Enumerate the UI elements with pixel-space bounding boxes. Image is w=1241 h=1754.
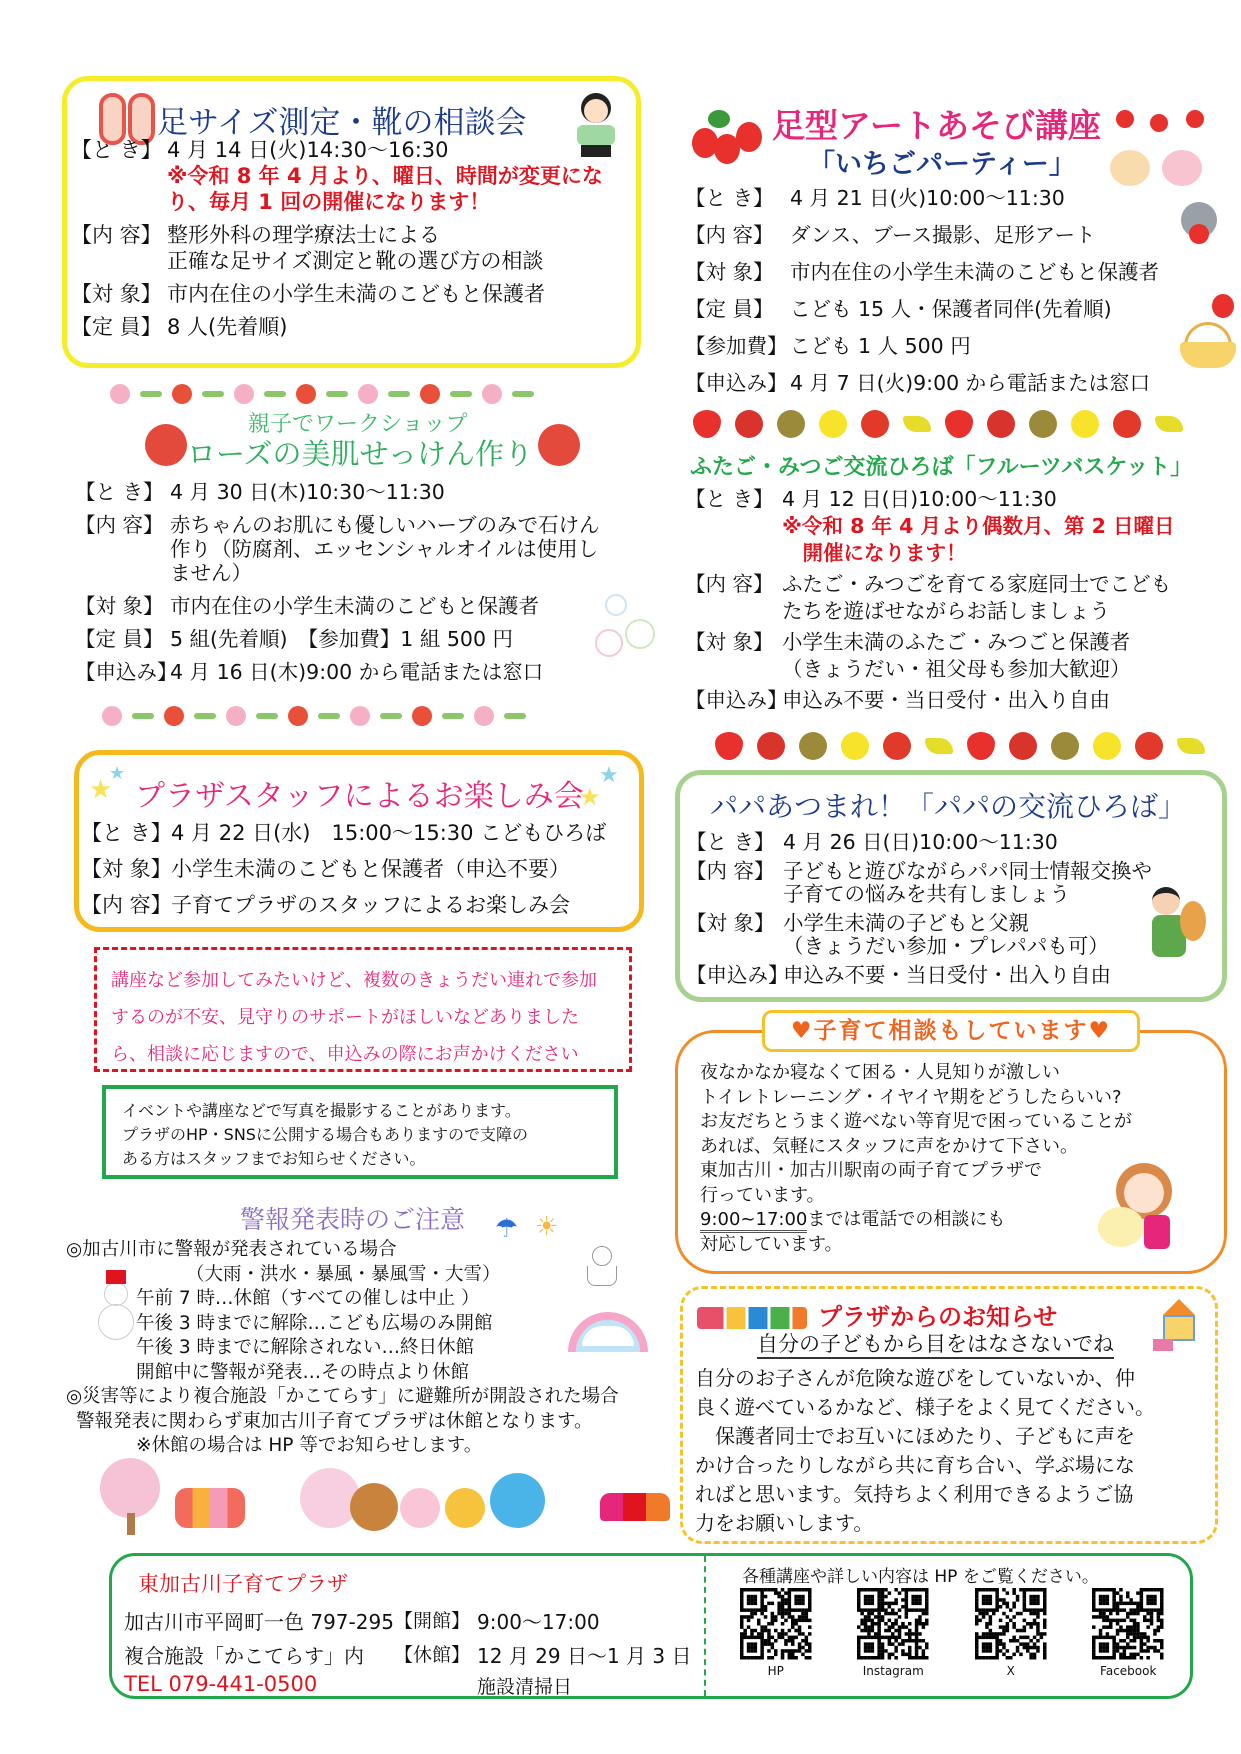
siblings-support-notice bbox=[94, 947, 632, 1072]
flower-icon bbox=[234, 384, 254, 404]
flower-border-top bbox=[110, 384, 534, 404]
row-label: 【定 員】 bbox=[685, 297, 774, 321]
star-icon: ★ bbox=[109, 763, 126, 784]
leaf-sprig-icon bbox=[504, 713, 526, 719]
info-row bbox=[685, 486, 1235, 567]
row-line: ※令和 8 年 4 月より、曜日、時間が変更にな bbox=[167, 164, 603, 188]
warning-line: （大雨・洪水・暴風・暴風雪・大雪） bbox=[186, 1263, 501, 1285]
row-line: たちを遊ばせながらお話しましょう bbox=[782, 599, 1110, 623]
row-value bbox=[790, 371, 1205, 395]
flower-border-bottom bbox=[102, 706, 526, 726]
kiwi-icon bbox=[777, 410, 805, 438]
row-line: ふたご・みつごを育てる家庭同士でこども bbox=[782, 572, 1172, 596]
flower-icon bbox=[110, 384, 130, 404]
row-value bbox=[790, 186, 1205, 210]
notice-line: 良く遊べているかなど、様子をよく見てください。 bbox=[695, 1395, 1155, 1419]
footer-divider bbox=[704, 1556, 706, 1696]
consult-line: 行っています。 bbox=[700, 1184, 825, 1206]
row-line: り、毎月 1 回の開催になります！ bbox=[167, 190, 491, 214]
row-label: 【と き】 bbox=[75, 480, 164, 504]
leaf-sprig-icon bbox=[132, 713, 154, 719]
row-label: 【参加費】 bbox=[685, 334, 788, 358]
open-hours-label: 【開館】 bbox=[394, 1610, 471, 1632]
rose-right-icon bbox=[538, 424, 580, 466]
twins-rows bbox=[685, 486, 1235, 718]
row-line: こども 15 人・保護者同伴(先着順) bbox=[790, 297, 1112, 321]
row-line: 4 月 22 日(水) 15:00〜15:30 こどもひろば bbox=[171, 821, 607, 845]
info-row bbox=[685, 371, 1205, 395]
fruit-border-bottom bbox=[715, 732, 1205, 760]
row-value bbox=[167, 222, 631, 274]
row-value bbox=[171, 893, 641, 917]
foot-size-rows bbox=[71, 137, 631, 347]
kiwi-icon bbox=[1051, 732, 1079, 760]
star-icon: ★ bbox=[579, 783, 601, 811]
row-line: 4 月 26 日(日)10:00〜11:30 bbox=[783, 830, 1058, 854]
flower-icon bbox=[482, 384, 502, 404]
warning-section bbox=[60, 1192, 660, 1542]
photo-notice bbox=[102, 1085, 618, 1179]
row-line: 5 組(先着順) 【参加費】1 組 500 円 bbox=[170, 627, 514, 651]
apple-icon bbox=[861, 410, 889, 438]
qr-label: Facebook bbox=[1100, 1664, 1157, 1678]
row-line: 正確な足サイズ測定と靴の選び方の相談 bbox=[167, 249, 544, 273]
rose-left-icon bbox=[145, 424, 187, 466]
notice-line: ら、相談に応じますので、申込みの際にお声かけください bbox=[111, 1044, 579, 1065]
qr-codes bbox=[717, 1588, 1187, 1678]
row-line: 子どもと遊びながらパパ同士情報交換や bbox=[783, 859, 1152, 883]
twins-section bbox=[680, 448, 1241, 718]
staff-event-rows bbox=[81, 821, 641, 929]
bubble-icon bbox=[595, 629, 623, 657]
rose-workshop-rows bbox=[75, 480, 665, 693]
notice-line: ればと思います。気持ちよく利用できるようご協 bbox=[695, 1482, 1134, 1506]
flower-icon bbox=[420, 384, 440, 404]
row-line: 開催になります！ bbox=[782, 541, 967, 565]
info-row bbox=[685, 629, 1235, 683]
leaf-sprig-icon bbox=[202, 391, 224, 397]
warning-line: 午後 3 時までに解除…こども広場のみ開館 bbox=[136, 1312, 493, 1334]
umbrella-icon: ☂ bbox=[495, 1214, 519, 1244]
apple-icon bbox=[1135, 732, 1163, 760]
info-row bbox=[75, 480, 665, 504]
row-label: 【と き】 bbox=[81, 821, 172, 845]
info-row bbox=[81, 821, 641, 845]
flower-icon bbox=[358, 384, 378, 404]
row-value bbox=[167, 281, 631, 307]
leaf-sprig-icon bbox=[140, 391, 162, 397]
apple-icon bbox=[883, 732, 911, 760]
warning-line: ◎加古川市に警報が発表されている場合 bbox=[66, 1239, 397, 1260]
star-icon: ★ bbox=[599, 763, 619, 788]
info-row bbox=[686, 912, 1216, 958]
plaza-phone: TEL 079-441-0500 bbox=[124, 1672, 318, 1696]
lemon-icon bbox=[1093, 732, 1121, 760]
notice-line: するのが不安、見守りのサポートがほしいなどありました bbox=[111, 1007, 579, 1028]
qr-code-icon bbox=[740, 1588, 812, 1660]
papa-rows bbox=[686, 831, 1216, 993]
flower-icon bbox=[164, 706, 184, 726]
leaf-sprig-icon bbox=[512, 391, 534, 397]
row-line: 4 月 12 日(日)10:00〜11:30 bbox=[782, 487, 1057, 511]
consultation-title: ♥子育て相談もしています♥ bbox=[790, 1018, 1112, 1044]
row-line: 市内在住の小学生未満のこどもと保護者 bbox=[170, 594, 539, 618]
row-label: 【定 員】 bbox=[75, 627, 164, 651]
qr-code-x[interactable] bbox=[975, 1588, 1047, 1678]
info-row bbox=[685, 260, 1205, 284]
row-line: 申込み不要・当日受付・出入り自由 bbox=[783, 963, 1111, 987]
row-value bbox=[790, 297, 1205, 321]
leaf-sprig-icon bbox=[326, 391, 348, 397]
row-label: 【内 容】 bbox=[71, 223, 162, 247]
info-row bbox=[71, 314, 631, 340]
info-row bbox=[686, 860, 1216, 906]
row-value bbox=[790, 334, 1205, 358]
cherry-icon bbox=[1009, 732, 1037, 760]
row-line: 4 月 14 日(火)14:30〜16:30 bbox=[167, 138, 449, 162]
row-value bbox=[790, 223, 1205, 247]
row-line: こども 1 人 500 円 bbox=[790, 334, 971, 358]
mother-baby-illustration-icon bbox=[1098, 1163, 1178, 1253]
qr-code-icon bbox=[1092, 1588, 1164, 1660]
row-value bbox=[167, 137, 631, 215]
info-row bbox=[686, 831, 1216, 854]
info-row bbox=[75, 594, 665, 618]
row-label: 【対 象】 bbox=[686, 911, 775, 935]
consult-line: トイレトレーニング・イヤイヤ期をどうしたらいい? bbox=[700, 1086, 1122, 1108]
rose-workshop-subtitle: 親子でワークショップ bbox=[248, 412, 468, 437]
kiwi-icon bbox=[799, 732, 827, 760]
row-label: 【対 象】 bbox=[685, 260, 774, 284]
row-line: （きょうだい・祖父母も参加大歓迎） bbox=[782, 657, 1131, 681]
row-line: 整形外科の理学療法士による bbox=[167, 223, 440, 247]
notice-line: ある方はスタッフまでお知らせください。 bbox=[122, 1149, 426, 1168]
qr-code-icon bbox=[975, 1588, 1047, 1660]
closed-days-label: 【休館】 bbox=[394, 1644, 471, 1666]
hp-note: 各種講座や詳しい内容は HP をご覧ください。 bbox=[742, 1567, 1099, 1587]
strawberry-art-section bbox=[680, 90, 1241, 420]
bubble-icon bbox=[625, 619, 655, 649]
warning-line: ※休館の場合は HP 等でお知らせします。 bbox=[136, 1435, 483, 1456]
basket-icon bbox=[1180, 322, 1236, 368]
flower-icon bbox=[102, 706, 122, 726]
row-line: 作り（防腐剤、エッセンシャルオイルは使用し bbox=[170, 537, 599, 561]
warning-title: 警報発表時のご注意 bbox=[240, 1205, 466, 1234]
row-line: 4 月 7 日(火)9:00 から電話または窓口 bbox=[790, 371, 1151, 395]
staff-event-title: プラザスタッフによるお楽しみ会 bbox=[135, 779, 584, 814]
star-icon: ★ bbox=[89, 775, 113, 805]
qr-label: Instagram bbox=[862, 1664, 924, 1678]
row-value bbox=[171, 857, 641, 881]
notice-line: 自分のお子さんが危険な遊びをしていないか、仲 bbox=[695, 1366, 1135, 1390]
fruit-border-top bbox=[693, 410, 1183, 438]
row-label: 【内 容】 bbox=[685, 223, 774, 247]
rose-workshop-section bbox=[60, 384, 660, 724]
lemon-icon bbox=[1071, 410, 1099, 438]
rose-workshop-title: ローズの美肌せっけん作り bbox=[187, 437, 533, 471]
row-label: 【申込み】 bbox=[75, 660, 178, 684]
flower-icon bbox=[474, 706, 494, 726]
row-label: 【内 容】 bbox=[81, 893, 172, 917]
info-row bbox=[71, 281, 631, 307]
train-icon bbox=[697, 1307, 807, 1329]
plaza-notice-section bbox=[680, 1286, 1218, 1544]
strawberry-art-title: 足型アートあそび講座 bbox=[772, 106, 1102, 145]
banana-icon bbox=[903, 416, 931, 432]
leaf-sprig-icon bbox=[318, 713, 340, 719]
blocks-icon bbox=[1153, 1299, 1208, 1354]
row-value bbox=[783, 831, 1216, 854]
qr-code-icon bbox=[857, 1588, 929, 1660]
row-label: 【内 容】 bbox=[75, 513, 164, 537]
row-value bbox=[783, 964, 1216, 987]
row-line: 子育ての悩みを共有しましょう bbox=[783, 882, 1070, 906]
strawberry-icon bbox=[715, 732, 743, 760]
info-row bbox=[71, 222, 631, 274]
info-row bbox=[71, 137, 631, 215]
info-row bbox=[686, 964, 1216, 987]
consult-hours: 9:00~17:00 bbox=[700, 1209, 807, 1233]
consult-line: 夜なかなか寝なくて困る・人見知りが激しい bbox=[700, 1062, 1060, 1083]
row-label: 【申込み】 bbox=[685, 688, 788, 712]
row-label: 【と き】 bbox=[71, 138, 162, 162]
notice-line: 力をお願いします。 bbox=[695, 1511, 874, 1535]
notice-line: かけ合ったりしながら共に育ち合い、学ぶ場にな bbox=[695, 1453, 1135, 1477]
row-label: 【内 容】 bbox=[686, 859, 775, 883]
row-value bbox=[170, 594, 665, 618]
papa-section bbox=[675, 770, 1227, 1002]
info-row bbox=[75, 627, 665, 651]
strawberry-art-subtitle: 「いちごパーティー」 bbox=[808, 149, 1076, 180]
spring-animals-illustration bbox=[100, 1458, 660, 1538]
leaf-sprig-icon bbox=[450, 391, 472, 397]
qr-label: HP bbox=[767, 1664, 784, 1678]
row-value bbox=[782, 571, 1235, 625]
strawberry-art-rows bbox=[685, 186, 1205, 408]
info-row bbox=[75, 660, 665, 684]
leaf-sprig-icon bbox=[264, 391, 286, 397]
row-line: 市内在住の小学生未満のこどもと保護者 bbox=[167, 282, 545, 306]
row-value bbox=[782, 486, 1235, 567]
leaf-sprig-icon bbox=[256, 713, 278, 719]
row-label: 【と き】 bbox=[685, 186, 774, 210]
lemon-icon bbox=[841, 732, 869, 760]
flower-icon bbox=[172, 384, 192, 404]
row-value bbox=[170, 627, 665, 651]
consult-line: 東加古川・加古川駅南の両子育てプラザで bbox=[700, 1160, 1042, 1181]
row-line: 子育てプラザのスタッフによるお楽しみ会 bbox=[171, 893, 570, 917]
row-line: 小学生未満のふたご・みつごと保護者 bbox=[782, 630, 1131, 654]
strawberry-icon bbox=[692, 110, 762, 160]
kiwi-icon bbox=[1029, 410, 1057, 438]
twins-title: ふたご・みつご交流ひろば「フルーツバスケット」 bbox=[690, 455, 1193, 480]
info-row bbox=[685, 186, 1205, 210]
warning-line: ◎災害等により複合施設「かこてらす」に避難所が開設された場合 bbox=[66, 1386, 619, 1407]
row-line: （きょうだい参加・プレパパも可） bbox=[783, 934, 1109, 958]
strawberry-icon bbox=[945, 410, 973, 438]
flower-icon bbox=[412, 706, 432, 726]
qr-label: X bbox=[1006, 1664, 1015, 1678]
consultation-lines bbox=[700, 1061, 1132, 1257]
row-value bbox=[170, 480, 665, 504]
cherry-icon bbox=[757, 732, 785, 760]
bubble-icon bbox=[605, 594, 627, 616]
cherry-icon bbox=[987, 410, 1015, 438]
strawberry-icon bbox=[967, 732, 995, 760]
consult-line: あれば、気軽にスタッフに声をかけて下さい。 bbox=[700, 1135, 1078, 1157]
flower-icon bbox=[226, 706, 246, 726]
cherry-icon bbox=[735, 410, 763, 438]
banana-icon bbox=[1155, 416, 1183, 432]
row-line: ダンス、ブース撮影、足形アート bbox=[790, 223, 1096, 247]
info-row bbox=[81, 857, 641, 881]
row-value bbox=[790, 260, 1205, 284]
row-value bbox=[170, 513, 665, 585]
footer-info bbox=[109, 1553, 1193, 1699]
lemon-icon bbox=[819, 410, 847, 438]
row-line: ません） bbox=[170, 561, 252, 585]
row-line: ※令和 8 年 4 月より偶数月、第 2 日曜日 bbox=[782, 514, 1175, 538]
row-label: 【申込み】 bbox=[685, 371, 788, 395]
foot-size-section bbox=[62, 76, 641, 368]
row-label: 【申込み】 bbox=[686, 963, 789, 987]
plaza-name: 東加古川子育てプラザ bbox=[138, 1572, 348, 1596]
row-line: 4 月 30 日(木)10:30〜11:30 bbox=[170, 480, 445, 504]
row-label: 【対 象】 bbox=[71, 282, 162, 306]
row-line: 4 月 21 日(火)10:00〜11:30 bbox=[790, 186, 1065, 210]
flower-icon bbox=[350, 706, 370, 726]
warning-line: 午前 7 時…休館（すべての催しは中止 ） bbox=[136, 1288, 480, 1309]
row-value bbox=[782, 629, 1235, 683]
row-label: 【対 象】 bbox=[75, 594, 164, 618]
row-line: 申込み不要・当日受付・出入り自由 bbox=[782, 688, 1110, 712]
row-line: 市内在住の小学生未満のこどもと保護者 bbox=[790, 260, 1159, 284]
row-value bbox=[167, 314, 631, 340]
info-row bbox=[685, 334, 1205, 358]
plaza-building: 複合施設「かこてらす」内 bbox=[124, 1644, 364, 1668]
staff-event-section bbox=[74, 750, 644, 932]
warning-line: 午後 3 時までに解除されない…終日休館 bbox=[136, 1337, 475, 1358]
plaza-notice-title: プラザからのお知らせ bbox=[818, 1303, 1058, 1331]
leaf-sprig-icon bbox=[388, 391, 410, 397]
info-row bbox=[75, 513, 665, 585]
row-label: 【定 員】 bbox=[71, 315, 162, 339]
consultation-title-tab bbox=[762, 1010, 1140, 1052]
consultation-section bbox=[675, 1030, 1227, 1274]
row-value bbox=[170, 660, 665, 684]
warning-line: 開館中に警報が発表…その時点より休館 bbox=[136, 1361, 470, 1383]
leaf-sprig-icon bbox=[380, 713, 402, 719]
leaf-sprig-icon bbox=[194, 713, 216, 719]
banana-icon bbox=[925, 738, 953, 754]
row-label: 【対 象】 bbox=[685, 630, 774, 654]
notice-line: プラザのHP・SNSに公開する場合もありますので支障の bbox=[122, 1125, 528, 1144]
info-row bbox=[685, 223, 1205, 247]
info-row bbox=[685, 687, 1235, 714]
row-label: 【対 象】 bbox=[81, 857, 172, 881]
teru-teru-bozu-icon bbox=[585, 1228, 619, 1288]
qr-code-instagram[interactable] bbox=[857, 1588, 929, 1678]
closed-days-cleaning: 施設清掃日 bbox=[477, 1676, 573, 1698]
plaza-notice-subtitle: 自分の子どもから目をはなさないでね bbox=[757, 1331, 1114, 1359]
consult-line: 対応しています。 bbox=[700, 1233, 843, 1255]
plaza-notice-lines bbox=[695, 1364, 1215, 1538]
plaza-address: 加古川市平岡町一色 797-295 bbox=[124, 1610, 394, 1634]
foot-size-title: 足サイズ測定・靴の相談会 bbox=[157, 105, 527, 141]
row-line: 小学生未満の子どもと父親 bbox=[783, 911, 1029, 935]
notice-line: イベントや講座などで写真を撮影することがあります。 bbox=[122, 1101, 521, 1120]
snowman-icon bbox=[96, 1270, 136, 1340]
closed-days: 12 月 29 日〜1 月 3 日 bbox=[477, 1644, 692, 1668]
row-value bbox=[171, 821, 641, 845]
father-baby-illustration-icon bbox=[1152, 887, 1212, 959]
info-row bbox=[685, 297, 1205, 321]
row-label: 【と き】 bbox=[686, 830, 775, 854]
row-line: 8 人(先着順) bbox=[167, 315, 288, 339]
row-label: 【内 容】 bbox=[685, 572, 774, 596]
warning-line: 警報発表に関わらず東加古川子育てプラザは休館となります。 bbox=[76, 1410, 593, 1432]
row-label: 【と き】 bbox=[685, 487, 774, 511]
banana-icon bbox=[1177, 738, 1205, 754]
row-line: 赤ちゃんのお肌にも優しいハーブのみで石けん bbox=[170, 513, 600, 537]
sun-icon: ☀ bbox=[535, 1212, 559, 1242]
info-row bbox=[685, 571, 1235, 625]
strawberry-icon bbox=[693, 410, 721, 438]
info-row bbox=[81, 893, 641, 917]
strawberry-icon bbox=[1212, 294, 1234, 318]
flower-icon bbox=[288, 706, 308, 726]
qr-code-facebook[interactable] bbox=[1092, 1588, 1164, 1678]
notice-line: 講座など参加してみたいけど、複数のきょうだい連れで参加 bbox=[111, 970, 597, 991]
qr-code-hp[interactable] bbox=[740, 1588, 812, 1678]
apple-icon bbox=[1113, 410, 1141, 438]
row-value bbox=[782, 687, 1235, 714]
consult-line: お友だちとうまく遊べない等育児で困っていることが bbox=[700, 1111, 1132, 1132]
consult-hours-text: までは電話での相談にも bbox=[807, 1209, 1006, 1230]
open-hours: 9:00〜17:00 bbox=[477, 1610, 600, 1634]
flower-icon bbox=[296, 384, 316, 404]
papa-title: パパあつまれ！「パパの交流ひろば」 bbox=[710, 790, 1187, 823]
leaf-sprig-icon bbox=[442, 713, 464, 719]
row-line: 4 月 16 日(木)9:00 から電話または窓口 bbox=[170, 660, 544, 684]
notice-line: 保護者同士でお互いにほめたり、子どもに声を bbox=[695, 1424, 1135, 1448]
row-line: 小学生未満のこどもと保護者（申込不要） bbox=[171, 857, 570, 881]
